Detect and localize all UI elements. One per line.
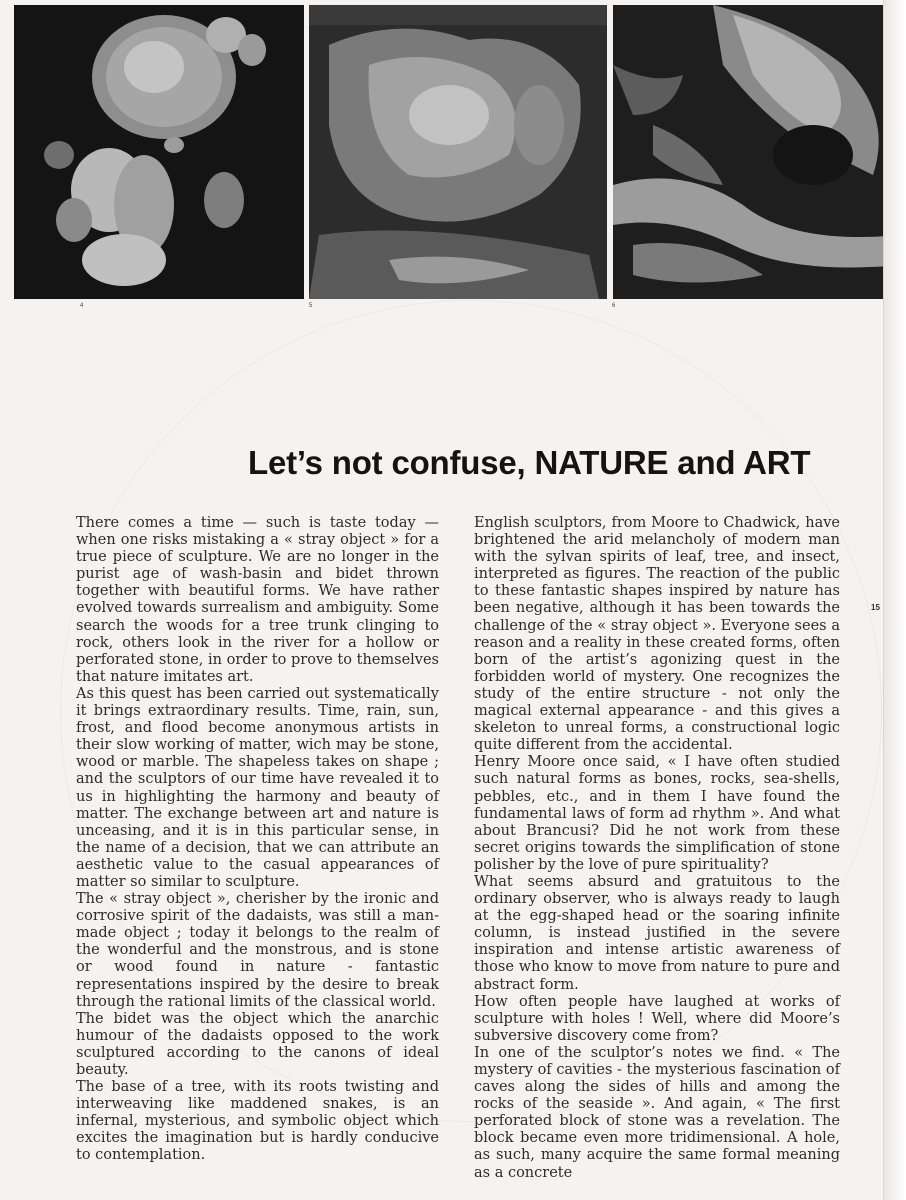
photo-stone: [309, 5, 607, 299]
page-edge: [883, 0, 906, 1200]
photo-lichen: [14, 5, 304, 299]
paragraph: There comes a time — such is taste today — when one risks mistaking a « stray object » for a true piece of sculpture. We are no longer in the purist age of wash-basin and bidet thrown together with beautiful forms. We have rather evolved towards surrealism and ambiguity. Some search the woods for a tree trunk clinging to rock, others look in the river for a hollow or perforated stone, in order to prove to themselves that nature imitates art.: [76, 515, 439, 685]
page-number: 15: [871, 603, 880, 612]
paragraph: How often people have laughed at works of sculpture with holes ! Well, where did Moore’s subversive discovery come from?: [474, 993, 840, 1044]
paragraph: Henry Moore once said, « I have often studied such natural forms as bones, rocks, sea-shells, pebbles, etc., and in them I have found the fundamental laws of form ad rhythm ». And what about Brancusi? Did he not work from these secret origins towards the simplification of stone polisher by the love of pure spirituality?: [474, 754, 840, 873]
paragraph: English sculptors, from Moore to Chadwick, have brightened the arid melancholy of modern man with the sylvan spirits of leaf, tree, and insect, interpreted as figures. The reaction of the public to these fantastic shapes inspired by nature has been negative, although it has been towards the challenge of the « stray object ». Everyone sees a reason and a reality in these created forms, often born of the artist’s agonizing quest in the forbidden world of mystery. One recognizes the study of the entire structure - not only the magical external appearance - and this gives a skeleton to unreal forms, a constructional logic quite different from the accidental.: [474, 515, 840, 754]
photo-roots: [613, 5, 901, 299]
paragraph: The base of a tree, with its roots twisting and interweaving like maddened snakes, is an infernal, mysterious, and symbolic object which excites the imagination but is hardly conducive to contemplation.: [76, 1079, 439, 1164]
text-column-left: [76, 515, 439, 1165]
figure-number-6: 6: [612, 303, 616, 309]
paragraph: The « stray object », cherisher by the ironic and corrosive spirit of the dadaists, was still a man-made object ; today it belongs to the realm of the wonderful and the monstrous, and is stone or wood found in nature - fantastic representations inspired by the desire to break through the rational limits of the classical world.: [76, 891, 439, 1010]
page-title: Let’s not confuse, NATURE and ART: [248, 444, 811, 482]
paragraph: The bidet was the object which the anarchic humour of the dadaists opposed to the work sculptured according to the canons of ideal beauty.: [76, 1010, 439, 1078]
paragraph: What seems absurd and gratuitous to the ordinary observer, who is always ready to laugh at the egg-shaped head or the soaring infinite column, is instead justified in the severe inspiration and intense artistic awareness of those who know to move from nature to pure and abstract form.: [474, 873, 840, 993]
text-column-right: [474, 515, 840, 1182]
figure-number-5: 5: [309, 303, 313, 309]
figure-number-4: 4: [80, 303, 84, 309]
paragraph: In one of the sculptor’s notes we find. « The mystery of cavities - the mysterious fascination of caves along the sides of hills and among the rocks of the seaside ». And again, « The first perforated block of stone was a revelation. The block became even more tridimensional. A hole, as such, many acquire the same formal meaning as a concrete: [474, 1044, 840, 1181]
paragraph: As this quest has been carried out systematically it brings extraordinary results. Time, rain, sun, frost, and flood become anonymous artists in their slow working of matter, wich may be stone, wood or marble. The shapeless takes on shape ; and the sculptors of our time have revealed it to us in highlighting the harmony and beauty of matter. The exchange between art and nature is unceasing, and it is in this particular sense, in the name of a decision, that we can attribute an aesthetic value to the casual appearances of matter so similar to sculpture.: [76, 685, 439, 890]
